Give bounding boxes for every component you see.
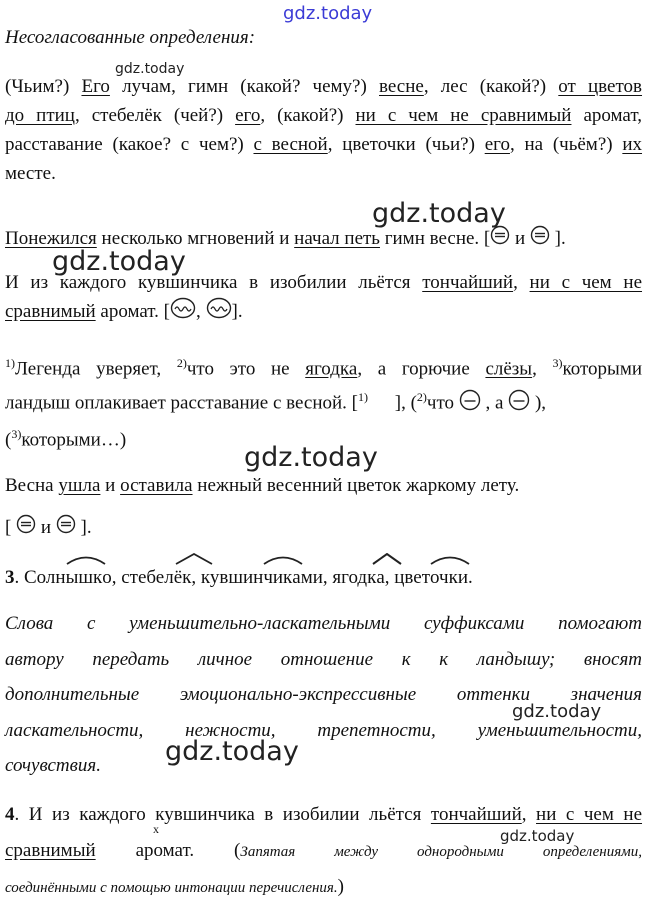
paragraph-1-line: месте.: [5, 163, 56, 184]
subject-symbol-icon: [508, 389, 530, 420]
watermark: gdz.today: [283, 3, 373, 24]
suffix-mark: ёк: [174, 563, 192, 592]
suffix-mark: к: [367, 563, 376, 592]
paragraph-1-line: (Чьим?) Его лучам, гимн (какой? чему?) весне, лес (какой?) от цветов: [5, 76, 643, 97]
paragraph-8-line: ласкательности, нежности, трепетности, уменьшительности,: [5, 719, 642, 741]
paragraph-4-line: ландыш оплакивает расставание с весной. [$^{1)}$ ], ($^{2)}$что , а ),: [5, 383, 642, 419]
paragraph-8: [5, 606, 642, 784]
paragraph-3-line: сравнимый аромат. [ , ].: [5, 297, 642, 328]
paragraph-8-line: Слова с уменьшительно-ласкательными суффиксами помогают: [5, 613, 642, 634]
paragraph-1-line: до птиц, стебелёк (чей?) его, (какой?) ни с чем не сравнимый аромат,: [5, 105, 642, 126]
predicate-symbol-icon: [56, 514, 76, 543]
paragraph-8-line: автору передать личное отношение к к ландышу; вносят: [5, 648, 642, 670]
paragraph-8-line: дополнительные эмоционально-экспрессивные оттенки значения: [5, 684, 642, 705]
paragraph-9: [5, 800, 642, 829]
paragraph-3: [5, 268, 642, 328]
paragraph-9-line: 4. И из каждого кувшинчика в изобилии льётся тончайший, ни с чем не: [5, 804, 643, 825]
suffix-mark: чик: [263, 563, 292, 592]
watermark: gdz.today: [115, 61, 185, 77]
predicate-symbol-icon: [490, 225, 510, 254]
watermark: gdz.today: [52, 246, 186, 277]
watermark: gdz.today: [372, 198, 506, 229]
paragraph-3-line: И из каждого кувшинчика в изобилии льётся тончайший, ни с чем не: [5, 272, 643, 293]
comma-mark: x: [153, 822, 159, 836]
suffix-mark: очк: [430, 563, 458, 592]
paragraph-6: [ и ].: [5, 513, 642, 543]
predicate-symbol-icon: [530, 225, 550, 254]
watermark: gdz.today: [244, 442, 378, 473]
watermark: gdz.today: [500, 827, 575, 845]
paragraph-9-continued: [5, 836, 642, 867]
suffix-mark: ышк: [66, 563, 103, 592]
watermark: gdz.today: [165, 736, 299, 767]
paragraph-2: Понежился несколько мгновений и начал петь гимн весне. [ и ].: [5, 224, 642, 254]
paragraph-7: 3. Солн ышко, стебел ёк, кувшин чиками, ягод ка, цвет очки.: [5, 563, 642, 592]
paragraph-9-end: соединёнными с помощью интонации перечисления.): [5, 876, 344, 897]
paragraph-4-line: ($^{3)}$которыми…): [5, 426, 127, 451]
paragraph-8-line: сочувствия.: [5, 755, 101, 776]
wavy-definition-icon: [170, 297, 196, 328]
watermark: gdz.today: [512, 701, 602, 722]
paragraph-5: Весна ушла и оставила нежный весенний цветок жаркому лету.: [5, 475, 520, 496]
paragraph-4: [5, 349, 642, 454]
paragraph-1-line: расставание (какое? с чем?) с весной, цветочки (чьи?) его, на (чьём?) их: [5, 134, 643, 155]
predicate-symbol-icon: [16, 514, 36, 543]
subject-symbol-icon: [459, 389, 481, 420]
wavy-definition-icon: [206, 297, 232, 328]
heading: Несогласованные определения:: [5, 27, 256, 48]
paragraph-9-line: сравнимый аромат. (Запятая между однородными определениями,: [5, 840, 643, 861]
paragraph-4-line: $^{1)}$Легенда уверяет, $^{2)}$что это не ягодка, а горючие слёзы, $^{3)}$которыми: [5, 356, 643, 380]
paragraph-1: [5, 72, 642, 188]
